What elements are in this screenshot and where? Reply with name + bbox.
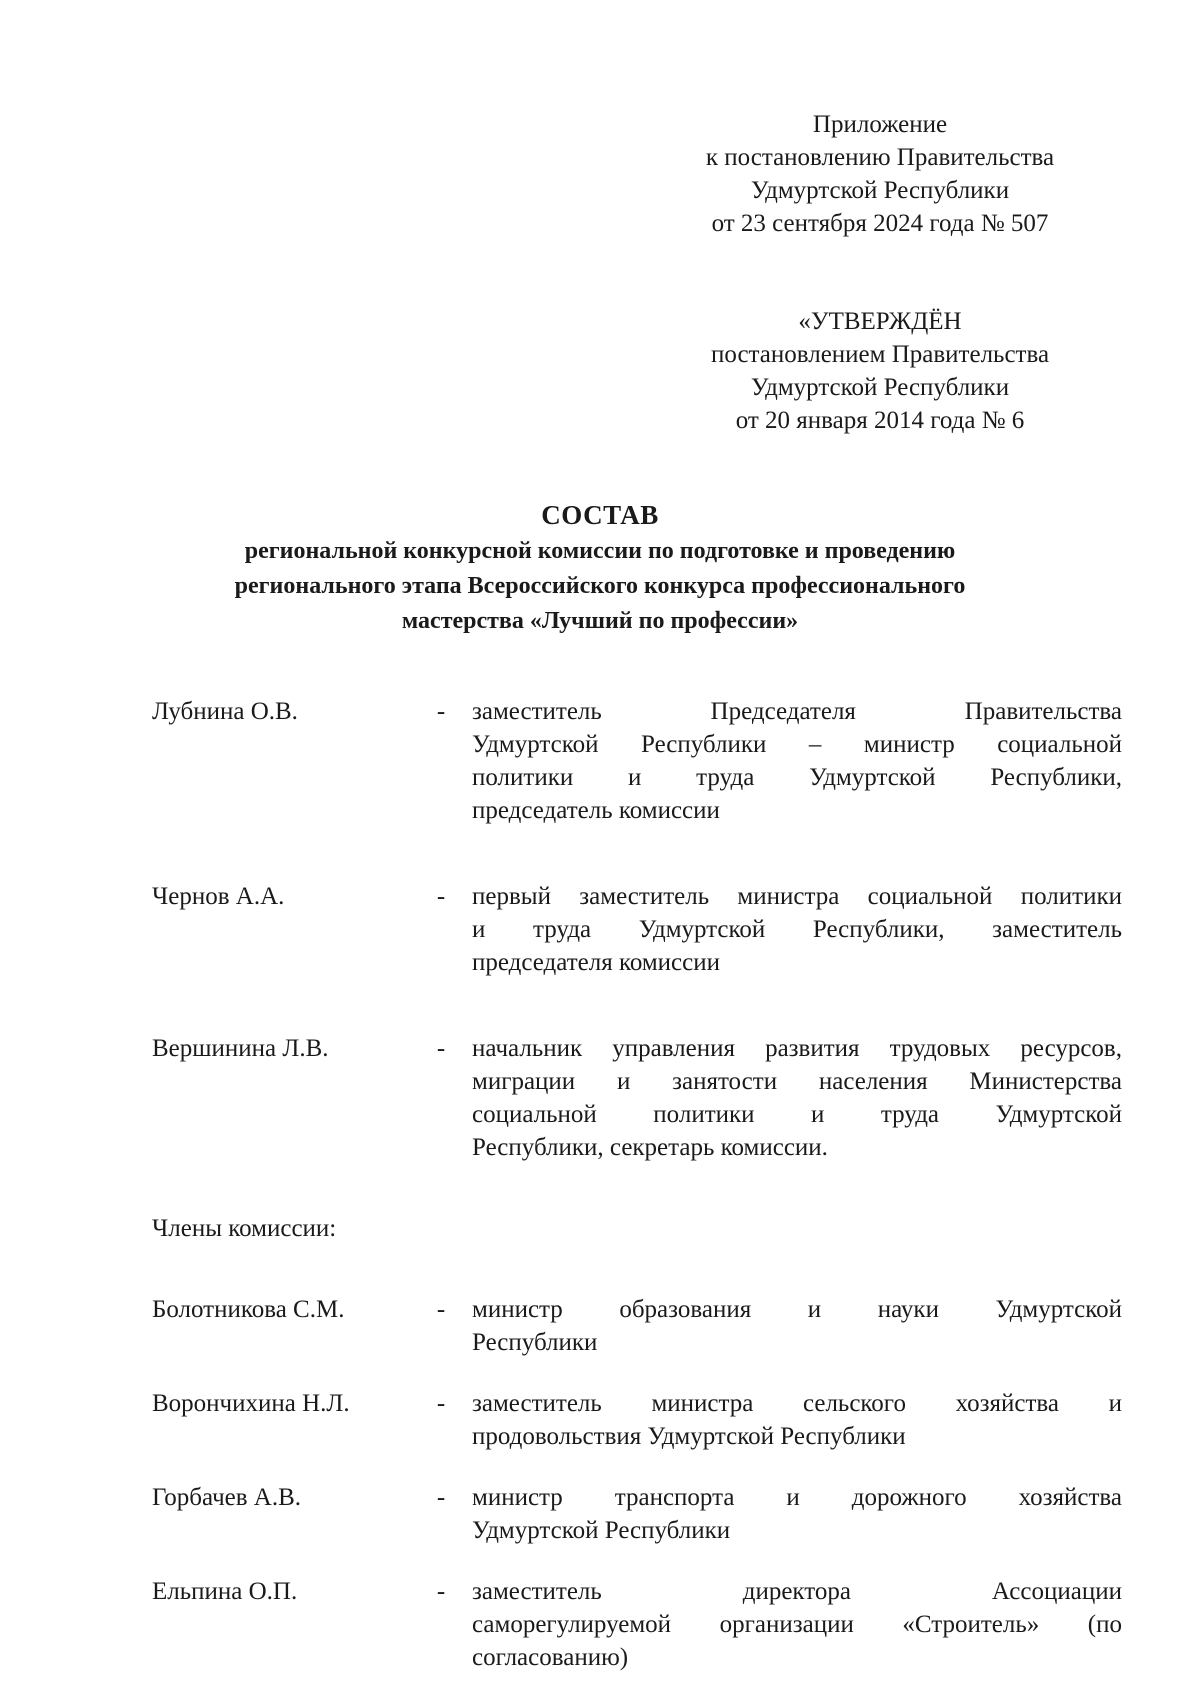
dash-separator: - xyxy=(436,698,446,725)
position-line: первый заместитель министра социальной политики xyxy=(472,883,1122,910)
member-position xyxy=(460,1575,1122,1674)
position-line: Удмуртской Республики xyxy=(472,1517,731,1544)
member-name: Болотникова С.М. xyxy=(152,1296,345,1323)
member-position xyxy=(460,1387,1122,1453)
member-name: Ельпина О.П. xyxy=(152,1578,298,1605)
position-line: министр транспорта и дорожного хозяйства xyxy=(472,1484,1122,1511)
position-line: заместитель директора Ассоциации xyxy=(472,1578,1122,1605)
position-line: заместитель Председателя Правительства xyxy=(472,698,1122,725)
commission-list xyxy=(152,695,1122,1674)
list-item xyxy=(152,1387,1122,1453)
member-position xyxy=(460,880,1122,979)
dash-separator: - xyxy=(436,1035,446,1062)
approved-line: «УТВЕРЖДЁН xyxy=(798,308,962,335)
title-sub-line: регионального этапа Всероссийского конкурса профессионального xyxy=(234,573,966,599)
approved-line: постановлением Правительства xyxy=(710,341,1050,368)
member-name: Лубнина О.В. xyxy=(152,698,298,725)
position-line: Удмуртской Республики – министр социальной xyxy=(472,731,1122,758)
position-line: Республики, секретарь комиссии. xyxy=(472,1134,828,1161)
position-line: согласованию) xyxy=(472,1644,629,1671)
position-line: политики и труда Удмуртской Республики, xyxy=(472,764,1122,791)
position-line: начальник управления развития трудовых ресурсов, xyxy=(472,1035,1122,1062)
approved-line: от 20 января 2014 года № 6 xyxy=(735,407,1025,434)
list-item xyxy=(152,695,1122,827)
list-item xyxy=(152,1481,1122,1547)
document-title xyxy=(150,496,1050,639)
position-line: заместитель министра сельского хозяйства и xyxy=(472,1390,1122,1417)
approval-stamp-text xyxy=(640,305,1120,437)
dash-separator: - xyxy=(436,1578,446,1605)
position-line: продовольствия Удмуртской Республики xyxy=(472,1423,906,1450)
dash-separator: - xyxy=(436,1296,446,1323)
list-item xyxy=(152,1293,1122,1359)
appendix-line: Приложение xyxy=(812,111,948,138)
appendix-line: к постановлению Правительства xyxy=(705,144,1055,171)
member-position xyxy=(460,1293,1122,1359)
member-name: Вершинина Л.В. xyxy=(152,1035,329,1062)
member-name: Горбачев А.В. xyxy=(152,1484,302,1511)
member-position xyxy=(460,1032,1122,1164)
title-sub-line: региональной конкурсной комиссии по подготовке и проведению xyxy=(244,538,956,564)
members-section-label: Члены комиссии: xyxy=(152,1215,337,1242)
position-line: социальной политики и труда Удмуртской xyxy=(472,1101,1122,1128)
approved-line: Удмуртской Республики xyxy=(750,374,1010,401)
list-item xyxy=(152,1032,1122,1164)
position-line: председателя комиссии xyxy=(472,949,720,976)
title-sub-line: мастерства «Лучший по профессии» xyxy=(401,608,799,634)
member-position xyxy=(460,695,1122,827)
appendix-line: от 23 сентября 2024 года № 507 xyxy=(711,210,1049,237)
position-line: и труда Удмуртской Республики, заместитель xyxy=(472,916,1122,943)
dash-separator: - xyxy=(436,883,446,910)
position-line: министр образования и науки Удмуртской xyxy=(472,1296,1122,1323)
appendix-line: Удмуртской Республики xyxy=(750,177,1010,204)
position-line: Республики xyxy=(472,1329,598,1356)
dash-separator: - xyxy=(436,1390,446,1417)
dash-separator: - xyxy=(436,1484,446,1511)
list-item xyxy=(152,880,1122,979)
appendix-header xyxy=(640,108,1120,240)
position-line: председатель комиссии xyxy=(472,797,720,824)
member-position xyxy=(460,1481,1122,1547)
position-line: миграции и занятости населения Министерства xyxy=(472,1068,1122,1095)
member-name: Чернов А.А. xyxy=(152,883,285,910)
position-line: саморегулируемой организации «Строитель» (по xyxy=(472,1611,1122,1638)
list-item xyxy=(152,1575,1122,1674)
member-name: Ворончихина Н.Л. xyxy=(152,1390,350,1417)
title-main: СОСТАВ xyxy=(541,500,659,530)
